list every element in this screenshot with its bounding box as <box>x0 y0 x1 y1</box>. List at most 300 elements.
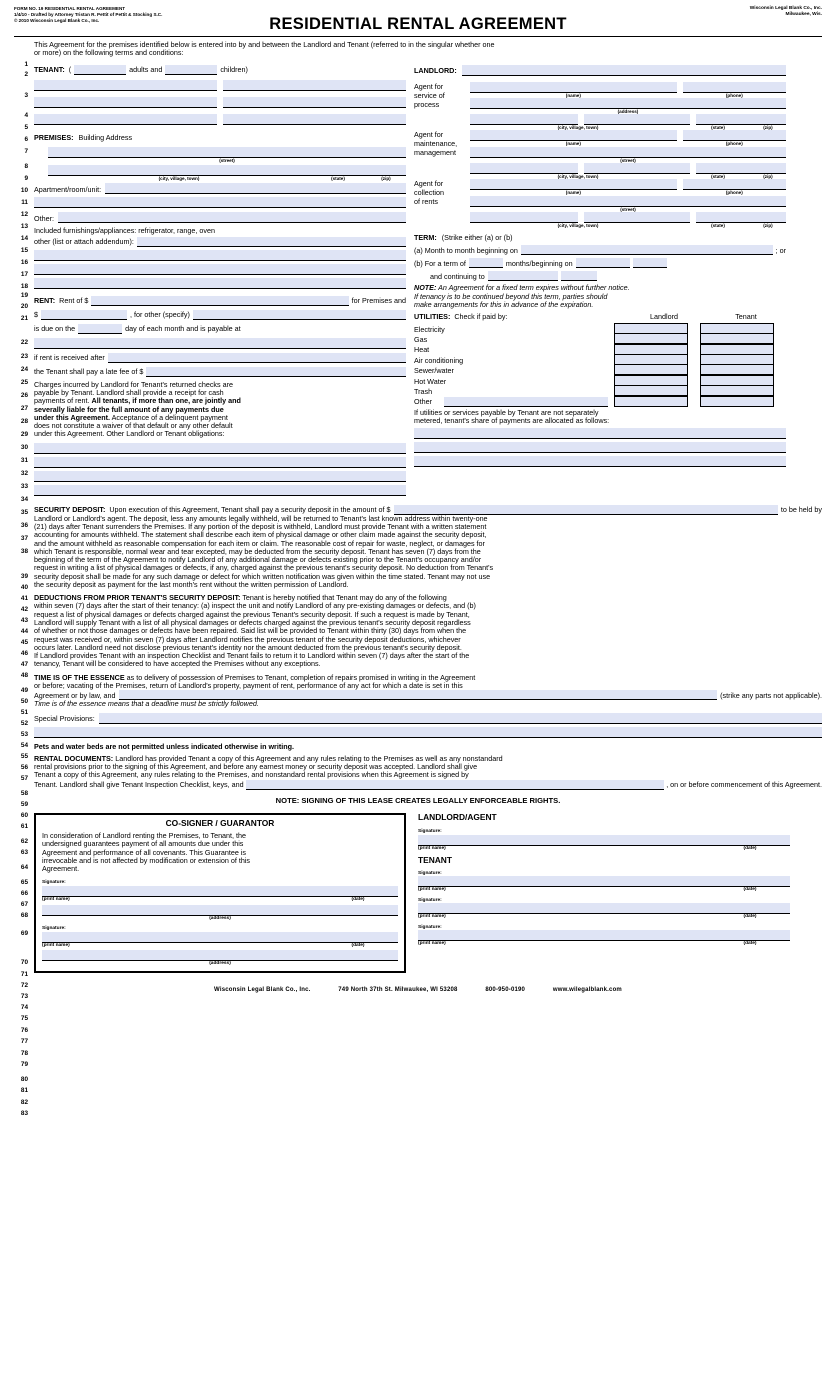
line-number: 67 <box>20 901 28 908</box>
rent-para-line-5b: Acceptance of a delinquent payment <box>111 412 228 422</box>
agent3-state-caption: (state) <box>711 222 725 228</box>
cosigner-line: undersigned guarantees payment of all amounts due under this <box>42 839 244 849</box>
line-number: 47 <box>20 661 28 668</box>
agent2-zip-caption: (zip) <box>763 173 773 179</box>
line-number: 59 <box>20 801 28 808</box>
line-number: 71 <box>20 971 28 978</box>
cosigner-2-address-field[interactable] <box>42 950 398 961</box>
footer-address: 749 North 37th St. Milwaukee, WI 53208 <box>338 986 458 993</box>
tenant-2-signature-label: Signature: <box>418 897 442 903</box>
other-field[interactable] <box>58 212 406 223</box>
line-number: 18 <box>20 283 28 290</box>
utility-other-landlord-checkbox[interactable] <box>614 396 688 407</box>
tenant-2-date-label: (date) <box>743 914 757 920</box>
line-number: 48 <box>20 672 28 679</box>
rent-due-suffix: day of each month and is payable at <box>125 324 241 334</box>
agent-maintenance-block <box>414 130 786 179</box>
rent-label: RENT: <box>34 296 56 306</box>
agent1-state-field[interactable] <box>584 114 690 125</box>
line-number: 74 <box>20 1004 28 1011</box>
line-number: 78 <box>20 1050 28 1057</box>
security-deposit-label: SECURITY DEPOSIT: <box>34 505 106 515</box>
term-a-date-field[interactable] <box>521 245 773 255</box>
rent-due-day-field[interactable] <box>78 324 122 334</box>
cosigner-2-signature-label: Signature: <box>42 926 66 932</box>
rent-late-date-field[interactable] <box>108 353 406 363</box>
term-b-label: (b) For a term of <box>414 259 466 269</box>
line-number: 6 <box>24 136 28 143</box>
rent-obligations-field-1[interactable] <box>34 443 406 454</box>
agent2-street-field[interactable] <box>470 147 786 158</box>
utilities-section <box>414 313 786 467</box>
security-deposit-line: Landlord or Landlord's agent. The deposit, less any amounts legally withheld, will be returned to Tenant's last known address within twenty-one <box>34 513 488 523</box>
landlord-date-label: (date) <box>743 845 757 851</box>
signature-column <box>418 813 790 972</box>
line-number: 37 <box>20 535 28 542</box>
line-number: 62 <box>20 838 28 845</box>
rent-other-specify-label: , for other (specify) <box>130 310 190 320</box>
premises-city-caption: (city, village, town) <box>158 176 200 182</box>
rent-obligations-field-3[interactable] <box>34 471 406 482</box>
agent3-state-field[interactable] <box>584 212 690 223</box>
line-number: 14 <box>20 235 28 242</box>
deductions-lead: Tenant is hereby notified that Tenant may do any of the following <box>242 593 447 603</box>
utility-hot-water-landlord-checkbox[interactable] <box>614 375 688 386</box>
agent2-name-field[interactable] <box>470 130 677 141</box>
tenant-adults-label: adults and <box>129 65 163 75</box>
agent3-city-caption: (city, village, town) <box>557 222 599 228</box>
line-number: 52 <box>20 720 28 727</box>
line-number: 56 <box>20 764 28 771</box>
rent-para-line-7: under this Agreement. Other Landlord or Tenant obligations: <box>34 429 225 439</box>
term-b-begin-date-field-2[interactable] <box>633 258 667 268</box>
intro-paragraph <box>14 41 822 58</box>
security-deposit-section <box>14 505 822 590</box>
form-info-line-2: 1/4/10 - Drafted by Attorney Tristan R. Pettit of Pettit & Stocking S.C. <box>14 12 163 18</box>
tenant-children-label: children) <box>220 65 248 75</box>
security-deposit-lead: Upon execution of this Agreement, Tenant shall pay a security deposit in the amount of $ <box>109 505 391 515</box>
page-title: RESIDENTIAL RENTAL AGREEMENT <box>269 15 567 33</box>
utilities-allocation-field-2[interactable] <box>414 442 786 453</box>
line-number: 45 <box>20 639 28 646</box>
deductions-label: DEDUCTIONS FROM PRIOR TENANT'S SECURITY DEPOSIT: <box>34 593 241 603</box>
utilities-col-tenant: Tenant <box>735 312 757 322</box>
rent-para-line-1: Charges incurred by Landlord for Tenant's returned checks are <box>34 379 234 389</box>
included-extra-field-2[interactable] <box>34 264 406 275</box>
term-note-line-3: make arrangements for this in advance of the expiration. <box>414 299 594 309</box>
time-essence-section <box>14 674 822 709</box>
line-number: 79 <box>20 1061 28 1068</box>
intro-line-1: This Agreement for the premises identified below is entered into by and between the Landlord and Tenant (referred to in the singular whether one <box>34 40 495 49</box>
apartment-label: Apartment/room/unit: <box>34 185 102 195</box>
tenant-label: TENANT: <box>34 65 65 75</box>
premises-city-field[interactable] <box>48 165 406 176</box>
cosigner-box <box>34 813 406 972</box>
utility-label-electricity: Electricity <box>414 324 445 334</box>
landlord-print-label: (print name) <box>418 845 446 851</box>
utilities-allocation-field-1[interactable] <box>414 428 786 439</box>
special-provisions-field-1[interactable] <box>99 713 822 724</box>
rent-late-fee-field[interactable] <box>146 367 406 377</box>
line-number: 69 <box>20 930 28 937</box>
line-number: 76 <box>20 1027 28 1034</box>
term-note-label: NOTE: <box>414 283 437 293</box>
rent-late-fee-prefix: the Tenant shall pay a late fee of $ <box>34 367 144 377</box>
tenant-row <box>34 65 406 75</box>
line-number: 10 <box>20 187 28 194</box>
cosigner-line: Agreement and performance of all covenants. This Guarantee is <box>42 847 247 857</box>
tenant-1-signature-field[interactable] <box>418 876 790 887</box>
security-deposit-line: the security deposit as payment for the last month's rent without the written permission of Landlord. <box>34 579 349 589</box>
document-footer <box>14 987 822 994</box>
utility-label-heat: Heat <box>414 345 430 355</box>
utility-electricity-landlord-checkbox[interactable] <box>614 323 688 334</box>
line-number: 12 <box>20 211 28 218</box>
premises-state-caption: (state) <box>331 176 345 182</box>
agent2-zip-field[interactable] <box>696 163 786 174</box>
tenant-3-signature-field[interactable] <box>418 930 790 941</box>
premises-zip-caption: (zip) <box>381 176 391 182</box>
line-number: 5 <box>24 124 28 131</box>
agent-service-process-block <box>414 82 786 131</box>
line-number: 7 <box>24 148 28 155</box>
line-number: 75 <box>20 1015 28 1022</box>
utility-hot-water-tenant-checkbox[interactable] <box>700 375 774 386</box>
tenant-2-signature-field[interactable] <box>418 903 790 914</box>
rent-para-line-6: does not constitute a waiver of that default or any other default <box>34 421 233 431</box>
deductions-line: If Landlord provides Tenant with an inspection Checklist and Tenant fails to return it to Landlord within seven (7) days after the start of the <box>34 651 470 661</box>
rent-late-prefix: if rent is received after <box>34 353 105 363</box>
agent3-name-field[interactable] <box>470 179 677 190</box>
landlord-field[interactable] <box>462 65 786 76</box>
rent-amount-field[interactable] <box>91 296 348 306</box>
utility-trash-tenant-checkbox[interactable] <box>700 385 774 396</box>
agent2-title-line-3: management <box>414 148 456 158</box>
line-number: 31 <box>20 457 28 464</box>
agent3-phone-caption: (phone) <box>725 190 743 196</box>
rental-documents-line: rental provisions prior to the signing of this Agreement, and before any earnest money or security deposit was accepted. Landlord shall give <box>34 762 478 772</box>
time-essence-line-3a: Agreement or by law, and <box>34 691 116 700</box>
line-number: 61 <box>20 823 28 830</box>
tenant-paren-open: ( <box>68 65 72 75</box>
utility-trash-landlord-checkbox[interactable] <box>614 385 688 396</box>
agent1-address-caption: (address) <box>617 108 639 114</box>
utility-electricity-tenant-checkbox[interactable] <box>700 323 774 334</box>
rent-due-prefix: is due on the <box>34 324 76 334</box>
security-deposit-line: beginning of the term of the Agreement to notify Landlord of any additional damage or defects existing prior to the Tenant's occupancy and/or <box>34 555 482 565</box>
term-b-begin-date-field[interactable] <box>576 258 630 268</box>
term-label: TERM: <box>414 233 437 243</box>
agent3-zip-field[interactable] <box>696 212 786 223</box>
cosigner-1-signature-field[interactable] <box>42 886 398 897</box>
line-number: 81 <box>20 1087 28 1094</box>
time-essence-label: TIME IS OF THE ESSENCE <box>34 672 125 682</box>
utility-air-conditioning-landlord-checkbox[interactable] <box>614 354 688 365</box>
line-number: 43 <box>20 617 28 624</box>
agent3-street-field[interactable] <box>470 196 786 207</box>
premises-label: PREMISES: <box>34 132 74 142</box>
publisher-line-2: Milwaukee, Wis. <box>785 12 822 18</box>
cosigner-1-address-field[interactable] <box>42 905 398 916</box>
term-note-line-1: An Agreement for a fixed term expires without further notice. <box>438 283 630 293</box>
security-deposit-line: request in writing a list of physical damages or defects, if any, charged against the previous tenant's security deposit. No deduction from Tenant's <box>34 563 494 573</box>
line-number: 66 <box>20 890 28 897</box>
line-number: 3 <box>24 92 28 99</box>
tenant-adults-field[interactable] <box>74 65 126 75</box>
intro-line-2: or more) on the following terms and conditions: <box>34 48 184 58</box>
line-number: 46 <box>20 650 28 657</box>
line-number: 21 <box>20 315 28 322</box>
cosigner-2-address-label: (address) <box>209 961 231 967</box>
utilities-col-landlord: Landlord <box>650 312 678 322</box>
line-number: 72 <box>20 982 28 989</box>
utility-other-tenant-checkbox[interactable] <box>700 396 774 407</box>
time-essence-line-2: or before; vacating of the Premises, return of Landlord's property, payment of rent, performance of any act for which a date is set in this <box>34 681 463 690</box>
rental-documents-line: Tenant a copy of this Agreement, any rules relating to the Premises, and nonstandard rental provisions when this Agreement is signed by <box>34 770 469 780</box>
tenant-1-date-label: (date) <box>743 887 757 893</box>
utility-label-other: Other <box>414 397 432 407</box>
utility-heat-tenant-checkbox[interactable] <box>700 344 774 355</box>
utility-heat-landlord-checkbox[interactable] <box>614 344 688 355</box>
rent-para-line-3b: All tenants, if more than one, are jointly and <box>91 396 241 406</box>
footer-website: www.wilegalblank.com <box>552 986 622 993</box>
utilities-allocation-field-3[interactable] <box>414 456 786 467</box>
rent-payable-at-field[interactable] <box>34 338 406 349</box>
utility-other-field[interactable] <box>444 397 608 407</box>
cosigner-line: In consideration of Landlord renting the Premises, to Tenant, the <box>42 831 247 841</box>
premises-sublabel: Building Address <box>78 132 133 142</box>
tenant-name-field-1[interactable] <box>34 80 217 91</box>
agent2-state-field[interactable] <box>584 163 690 174</box>
line-number: 8 <box>24 163 28 170</box>
rent-para-line-3a: payments of rent. <box>34 396 90 406</box>
agent3-title-line-1: Agent for <box>414 179 444 189</box>
line-number: 15 <box>20 247 28 254</box>
cosigner-line: Agreement. <box>42 864 80 874</box>
cosigner-1-print-label: (print name) <box>42 896 70 902</box>
line-number: 19 <box>20 292 28 299</box>
rent-other-dollar: $ <box>34 310 38 320</box>
included-extra-field-1[interactable] <box>34 250 406 261</box>
line-number: 63 <box>20 849 28 856</box>
line-number: 33 <box>20 483 28 490</box>
tenant-3-signature-label: Signature: <box>418 924 442 930</box>
line-number: 25 <box>20 379 28 386</box>
security-deposit-line: and the amount withheld as reasonable compensation for each item or claim. The reasonable cost of repair for waste, neglect, or damages for <box>34 538 485 548</box>
line-number: 82 <box>20 1099 28 1106</box>
line-number: 39 <box>20 573 28 580</box>
rental-documents-label: RENTAL DOCUMENTS: <box>34 753 114 763</box>
line-number: 35 <box>20 509 28 516</box>
rental-documents-lead: Landlord has provided Tenant a copy of this Agreement and any rules relating to the Premises as well as any nonstandard <box>115 753 503 763</box>
agent1-title-line-1: Agent for <box>414 81 444 91</box>
line-number: 36 <box>20 522 28 529</box>
line-number: 77 <box>20 1038 28 1045</box>
agent2-state-caption: (state) <box>711 173 725 179</box>
line-number: 73 <box>20 993 28 1000</box>
line-number: 65 <box>20 879 28 886</box>
tenant-1-signature-label: Signature: <box>418 870 442 876</box>
time-essence-lead: as to delivery of possession of Premises to Tenant, completion of repairs promised in writing in the Agreement <box>126 672 476 682</box>
line-number: 32 <box>20 470 28 477</box>
term-b-beginning: months/beginning on <box>505 259 573 269</box>
landlord-label: LANDLORD: <box>414 66 457 76</box>
rental-documents-field[interactable] <box>246 780 665 790</box>
agent1-zip-caption: (zip) <box>763 125 773 131</box>
agent3-zip-caption: (zip) <box>763 222 773 228</box>
line-number: 53 <box>20 731 28 738</box>
form-info-line-3: © 2010 Wisconsin Legal Blank Co., Inc. <box>14 18 100 24</box>
agent1-title-line-2: service of <box>414 90 445 100</box>
term-b-months-field[interactable] <box>469 258 503 268</box>
line-number: 55 <box>20 753 28 760</box>
line-number: 34 <box>20 496 28 503</box>
time-essence-line-3b: (strike any parts not applicable). <box>720 691 822 700</box>
cosigner-title: CO-SIGNER / GUARANTOR <box>165 818 275 829</box>
rental-documents-line-tail: , on or before commencement of this Agreement. <box>666 780 822 790</box>
included-line-1: Included furnishings/appliances: refrigerator, range, oven <box>34 226 215 236</box>
deductions-section <box>14 594 822 669</box>
agent2-title-line-2: maintenance, <box>414 139 458 149</box>
tenant-name-field-2[interactable] <box>223 80 406 91</box>
cosigner-1-address-label: (address) <box>209 915 231 921</box>
term-b-end-date-field-2[interactable] <box>561 271 597 281</box>
special-provisions-field-2[interactable] <box>34 727 822 738</box>
premises-street-caption: (street) <box>219 157 235 163</box>
premises-street-field[interactable] <box>48 147 406 158</box>
rent-para-line-2: payable by Tenant. Landlord shall provide a receipt for cash <box>34 387 224 397</box>
utility-air-conditioning-tenant-checkbox[interactable] <box>700 354 774 365</box>
deductions-line: within seven (7) days after the start of their tenancy: (a) inspect the unit and notify Landlord of any pre-existing damages or defects, and (b) <box>34 601 476 611</box>
utilities-footer-line-1: If utilities or services payable by Tenant are not separately <box>414 407 599 417</box>
line-number: 29 <box>20 431 28 438</box>
rent-other-amount-field[interactable] <box>41 310 127 320</box>
deductions-line: Landlord will supply Tenant with a list of all physical damages or defects charged against the previous tenant's security deposit regardless <box>34 618 471 628</box>
tenant-signature-title: TENANT <box>418 855 452 866</box>
deductions-line: tenancy, Tenant will be considered to have accepted the Premises without any exceptions. <box>34 659 321 669</box>
line-number: 11 <box>21 199 28 206</box>
deductions-line: request a list of physical damages or defects charged against the previous Tenant's security deposit. If such a request is made by Tenant, <box>34 609 470 619</box>
line-number: 27 <box>20 405 28 412</box>
rental-documents-line-3: Tenant. Landlord shall give Tenant Inspection Checklist, keys, and <box>34 780 244 790</box>
line-number: 54 <box>20 742 28 749</box>
agent1-phone-caption: (phone) <box>725 92 743 98</box>
form-info <box>14 6 162 25</box>
rent-other-specify-field[interactable] <box>193 310 406 320</box>
term-strike-note: (Strike either (a) or (b) <box>441 233 513 243</box>
security-deposit-line: security deposit shall be made for any such damage or defect for which written notification was given within the time stated. Tenant may not use <box>34 571 491 581</box>
special-provisions-label: Special Provisions: <box>34 714 95 724</box>
agent3-street-caption: (street) <box>620 206 636 212</box>
agent1-city-field[interactable] <box>470 114 578 125</box>
line-number: 49 <box>20 687 28 694</box>
rent-obligations-field-4[interactable] <box>34 485 406 496</box>
agent2-city-field[interactable] <box>470 163 578 174</box>
tenant-name-field-6[interactable] <box>223 114 406 125</box>
term-a-or: ; or <box>775 246 786 256</box>
agent3-title-line-3: of rents <box>414 197 438 207</box>
tenant-name-field-3[interactable] <box>34 97 217 108</box>
line-number: 26 <box>20 392 28 399</box>
line-number: 60 <box>20 812 28 819</box>
cosigner-2-date-label: (date) <box>351 942 365 948</box>
footer-company: Wisconsin Legal Blank Co., Inc. <box>214 986 311 993</box>
cosigner-2-signature-field[interactable] <box>42 932 398 943</box>
utility-sewer-water-tenant-checkbox[interactable] <box>700 364 774 375</box>
pets-clause: Pets and water beds are not permitted unless indicated otherwise in writing. <box>34 741 295 751</box>
form-info-line-1: FORM NO. 19 RESIDENTIAL RENTAL AGREEMENT <box>14 6 126 11</box>
agent1-name-field[interactable] <box>470 82 677 93</box>
rent-for-premises-label: for Premises and <box>351 296 406 306</box>
utility-sewer-water-landlord-checkbox[interactable] <box>614 364 688 375</box>
apartment-field[interactable] <box>105 183 406 194</box>
utility-gas-landlord-checkbox[interactable] <box>614 333 688 344</box>
line-number: 83 <box>20 1110 28 1117</box>
line-number: 64 <box>20 864 28 871</box>
rent-amount-label: Rent of $ <box>59 296 89 306</box>
included-line-2: other (list or attach addendum): <box>34 237 134 247</box>
line-number: 42 <box>20 606 28 613</box>
line-number: 44 <box>20 628 28 635</box>
rent-section <box>34 296 406 496</box>
line-number: 38 <box>20 548 28 555</box>
agent3-city-field[interactable] <box>470 212 578 223</box>
cosigner-1-signature-label: Signature: <box>42 880 66 886</box>
line-number: 1 <box>24 61 28 68</box>
included-field[interactable] <box>137 237 406 247</box>
agent2-phone-field[interactable] <box>683 130 786 141</box>
premises-extra-field-1[interactable] <box>34 197 406 208</box>
tenant-children-field[interactable] <box>165 65 217 75</box>
line-number: 57 <box>20 775 28 782</box>
line-number: 22 <box>20 339 28 346</box>
agent3-title-line-2: collection <box>414 188 444 198</box>
deductions-line: request was received or, within seven (7) days after Landlord notifies the previous tenant of the security deposit deductions, whichever <box>34 634 461 644</box>
agent1-zip-field[interactable] <box>696 114 786 125</box>
term-b-end-date-field[interactable] <box>488 271 558 281</box>
utilities-footer-line-2: metered, tenant's share of payments are allocated as follows: <box>414 415 610 425</box>
agent1-address-field[interactable] <box>470 98 786 109</box>
agent2-street-caption: (street) <box>620 157 636 163</box>
agent3-phone-field[interactable] <box>683 179 786 190</box>
landlord-signature-field[interactable] <box>418 835 790 846</box>
legal-notice: NOTE: SIGNING OF THIS LEASE CREATES LEGALLY ENFORCEABLE RIGHTS. <box>275 795 561 805</box>
tenant-name-field-5[interactable] <box>34 114 217 125</box>
term-note-line-2: If tenancy is to be continued beyond this term, parties should <box>414 291 608 301</box>
tenant-3-print-label: (print name) <box>418 941 446 947</box>
line-number: 9 <box>24 175 28 182</box>
tenant-name-field-4[interactable] <box>223 97 406 108</box>
agent2-phone-caption: (phone) <box>725 141 743 147</box>
line-number: 13 <box>20 223 28 230</box>
utilities-label: UTILITIES: <box>414 312 451 322</box>
special-provisions-section <box>14 713 822 738</box>
agent2-name-caption: (name) <box>565 141 581 147</box>
line-number: 80 <box>20 1076 28 1083</box>
cosigner-2-print-label: (print name) <box>42 942 70 948</box>
term-section <box>414 234 786 309</box>
agent1-phone-field[interactable] <box>683 82 786 93</box>
included-extra-field-3[interactable] <box>34 278 406 289</box>
utility-gas-tenant-checkbox[interactable] <box>700 333 774 344</box>
rent-obligations-field-2[interactable] <box>34 457 406 468</box>
line-number: 2 <box>24 71 28 78</box>
agent3-name-caption: (name) <box>565 190 581 196</box>
security-deposit-line: (21) days after Tenant surrenders the Premises. If any portion of the deposit is withheld, Landlord must provide Tenant with a written statement <box>34 521 487 531</box>
agent1-city-caption: (city, village, town) <box>557 125 599 131</box>
rental-documents-section <box>14 755 822 790</box>
rent-para-line-5a: under this Agreement. <box>34 412 111 422</box>
